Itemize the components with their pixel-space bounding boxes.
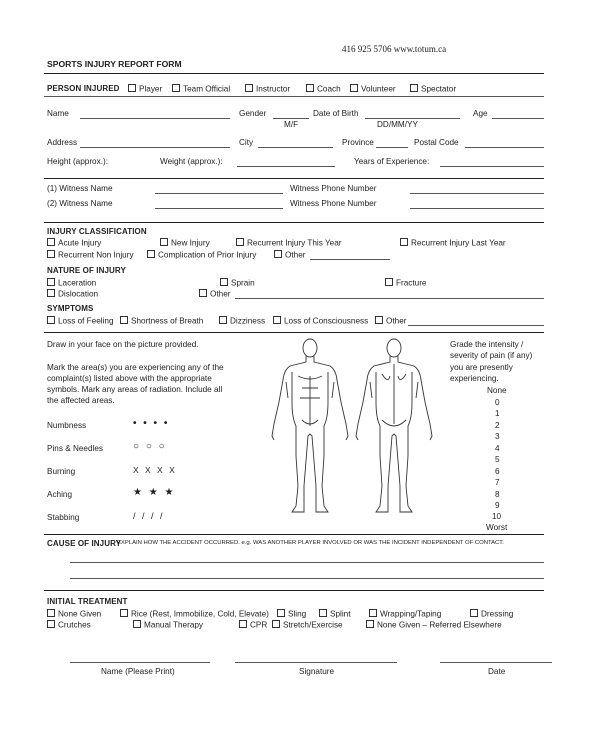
checkbox-wrapping-taping[interactable]: Wrapping/Taping <box>369 609 441 619</box>
legend-label-aching: Aching <box>47 490 73 499</box>
symptoms-other-field[interactable] <box>408 325 544 326</box>
checkbox-new-injury[interactable]: New Injury <box>160 238 210 248</box>
weight-field[interactable] <box>237 166 335 167</box>
grade-instruction-line2: severity of pain (if any) <box>450 351 533 360</box>
checkbox-sprain[interactable]: Sprain <box>220 278 255 288</box>
witness-1-label: (1) Witness Name <box>47 184 113 193</box>
checkbox-manual-therapy[interactable]: Manual Therapy <box>133 620 203 630</box>
legend-label-pins-needles: Pins & Needles <box>47 444 103 453</box>
name-field[interactable] <box>80 118 230 119</box>
witness-2-phone-field[interactable] <box>410 208 544 209</box>
person-injured-heading: PERSON INJURED <box>47 84 120 93</box>
divider <box>44 534 544 535</box>
checkbox-crutches[interactable]: Crutches <box>47 620 91 630</box>
grade-instruction-line4: experiencing. <box>450 374 499 383</box>
gender-hint: M/F <box>284 120 299 129</box>
dob-hint: DD/MM/YY <box>377 120 418 129</box>
pain-scale-6[interactable]: 6 <box>495 467 500 476</box>
draw-instruction: Draw in your face on the picture provided. <box>47 340 199 349</box>
pain-scale-10[interactable]: 10 <box>492 512 502 521</box>
checkbox-loss-of-consciousness[interactable]: Loss of Consciousness <box>273 316 368 326</box>
experience-label: Years of Experience: <box>354 157 430 166</box>
name-print-label: Name (Please Print) <box>101 667 175 676</box>
divider <box>44 96 544 97</box>
checkbox-recurrent-non-injury[interactable]: Recurrent Non Injury <box>47 250 134 260</box>
body-front-figure[interactable] <box>272 339 348 512</box>
witness-2-phone-label: Witness Phone Number <box>290 199 377 208</box>
checkbox-stretch-exercise[interactable]: Stretch/Exercise <box>272 620 343 630</box>
checkbox-player[interactable]: Player <box>128 84 162 94</box>
address-field[interactable] <box>80 147 230 148</box>
form-title: SPORTS INJURY REPORT FORM <box>47 59 182 69</box>
checkbox-acute-injury[interactable]: Acute Injury <box>47 238 101 248</box>
date-field[interactable] <box>440 662 552 663</box>
pain-scale-4[interactable]: 4 <box>495 444 500 453</box>
checkbox-classification-other[interactable]: Other <box>274 250 305 260</box>
checkbox-fracture[interactable]: Fracture <box>385 278 426 288</box>
checkbox-recurrent-last-year[interactable]: Recurrent Injury Last Year <box>400 238 506 248</box>
date-label: Date <box>488 667 506 676</box>
body-diagram-svg[interactable] <box>262 336 442 522</box>
checkbox-laceration[interactable]: Laceration <box>47 278 96 288</box>
dob-field[interactable] <box>365 118 460 119</box>
height-label: Height (approx.): <box>47 157 108 166</box>
legend-symbol-stabbing: / / / / <box>133 511 165 521</box>
legend-symbol-burning: X X X X <box>133 465 177 475</box>
classification-other-field[interactable] <box>310 259 390 260</box>
postal-code-field[interactable] <box>465 147 544 148</box>
mark-instruction-line4: the affected areas. <box>47 396 115 405</box>
checkbox-symptoms-other[interactable]: Other <box>375 316 406 326</box>
weight-label: Weight (approx.): <box>160 157 223 166</box>
checkbox-nature-other[interactable]: Other <box>199 289 230 299</box>
mark-instruction-line1: Mark the area(s) you are experiencing any of the <box>47 363 224 372</box>
mark-instruction-line2: complaint(s) listed above with the appropriate <box>47 374 212 383</box>
province-label: Province <box>342 138 374 147</box>
dob-label: Date of Birth <box>313 109 359 118</box>
checkbox-coach[interactable]: Coach <box>306 84 341 94</box>
divider <box>44 178 544 179</box>
legend-symbol-numbness: • • • • <box>133 418 170 429</box>
name-print-field[interactable] <box>70 662 210 663</box>
checkbox-dislocation[interactable]: Dislocation <box>47 289 98 299</box>
checkbox-none-given[interactable]: None Given <box>47 609 101 619</box>
divider <box>44 332 544 333</box>
checkbox-complication-prior[interactable]: Complication of Prior Injury <box>147 250 256 260</box>
pain-scale-worst: Worst <box>486 523 508 532</box>
age-label: Age <box>473 109 488 118</box>
age-field[interactable] <box>492 118 544 119</box>
province-field[interactable] <box>376 147 408 148</box>
legend-label-burning: Burning <box>47 467 76 476</box>
divider <box>44 222 544 223</box>
checkbox-recurrent-this-year[interactable]: Recurrent Injury This Year <box>236 238 342 248</box>
signature-field[interactable] <box>235 662 397 663</box>
witness-1-phone-label: Witness Phone Number <box>290 184 377 193</box>
initial-treatment-heading: INITIAL TREATMENT <box>47 597 128 606</box>
checkbox-volunteer[interactable]: Volunteer <box>350 84 396 94</box>
nature-of-injury-heading: NATURE OF INJURY <box>47 266 126 275</box>
checkbox-spectator[interactable]: Spectator <box>410 84 456 94</box>
pain-scale-3[interactable]: 3 <box>495 432 500 441</box>
city-field[interactable] <box>258 147 333 148</box>
witness-1-phone-field[interactable] <box>410 193 544 194</box>
checkbox-team-official[interactable]: Team Official <box>172 84 230 94</box>
cause-of-injury-heading: CAUSE OF INJURY <box>47 539 122 548</box>
grade-instruction-line1: Grade the intensity / <box>450 340 524 349</box>
checkbox-dizziness[interactable]: Dizziness <box>219 316 265 326</box>
witness-2-name-field[interactable] <box>155 208 283 209</box>
grade-instruction-line3: you are presently <box>450 363 513 372</box>
checkbox-splint[interactable]: Splint <box>319 609 350 619</box>
legend-label-numbness: Numbness <box>47 421 87 430</box>
pain-scale-7[interactable]: 7 <box>495 478 500 487</box>
contact-info: 416 925 5706 www.totum.ca <box>342 44 447 54</box>
pain-scale-5[interactable]: 5 <box>495 455 500 464</box>
nature-other-field[interactable] <box>235 298 544 299</box>
name-label: Name <box>47 109 69 118</box>
mark-instruction-line3: symbols. Mark any areas of radiation. Include all <box>47 385 223 394</box>
legend-symbol-pins-needles: ○ ○ ○ <box>133 441 167 452</box>
address-label: Address <box>47 138 78 147</box>
symptoms-heading: SYMPTOMS <box>47 304 94 313</box>
pain-scale-1[interactable]: 1 <box>495 409 500 418</box>
cause-line-1[interactable] <box>70 562 544 563</box>
pain-scale-none: None <box>487 386 507 395</box>
gender-field[interactable] <box>273 118 309 119</box>
legend-symbol-aching: ★ ★ ★ <box>133 487 176 498</box>
injury-classification-heading: INJURY CLASSIFICATION <box>47 227 147 236</box>
checkbox-dressing[interactable]: Dressing <box>470 609 513 619</box>
signature-label: Signature <box>299 667 335 676</box>
postal-code-label: Postal Code <box>414 138 459 147</box>
checkbox-referred-elsewhere[interactable]: None Given – Referred Elsewhere <box>366 620 502 630</box>
checkbox-cpr[interactable]: CPR <box>239 620 267 630</box>
cause-line-2[interactable] <box>70 578 544 579</box>
pain-scale-2[interactable]: 2 <box>495 421 500 430</box>
city-label: City <box>239 138 254 147</box>
cause-of-injury-note: EXPLAIN HOW THE ACCIDENT OCCURRED. e.g. WAS ANOTHER PLAYER INVOLVED OR WAS THE INCIDENT INDEPENDENT OF CONTACT. <box>117 540 504 546</box>
legend-label-stabbing: Stabbing <box>47 513 80 522</box>
checkbox-loss-of-feeling[interactable]: Loss of Feeling <box>47 316 114 326</box>
divider <box>44 590 544 591</box>
checkbox-sling[interactable]: Sling <box>277 609 306 619</box>
witness-2-label: (2) Witness Name <box>47 199 113 208</box>
body-back-figure[interactable] <box>356 339 432 512</box>
gender-label: Gender <box>239 109 267 118</box>
witness-1-name-field[interactable] <box>155 193 283 194</box>
pain-scale-8[interactable]: 8 <box>495 490 500 499</box>
pain-scale-9[interactable]: 9 <box>495 501 500 510</box>
checkbox-rice[interactable]: Rice (Rest, Immobilize, Cold, Elevate) <box>120 609 269 619</box>
experience-field[interactable] <box>440 166 544 167</box>
pain-scale-0[interactable]: 0 <box>495 398 500 407</box>
checkbox-shortness-of-breath[interactable]: Shortness of Breath <box>120 316 203 326</box>
checkbox-instructor[interactable]: Instructor <box>245 84 290 94</box>
divider <box>44 73 544 74</box>
